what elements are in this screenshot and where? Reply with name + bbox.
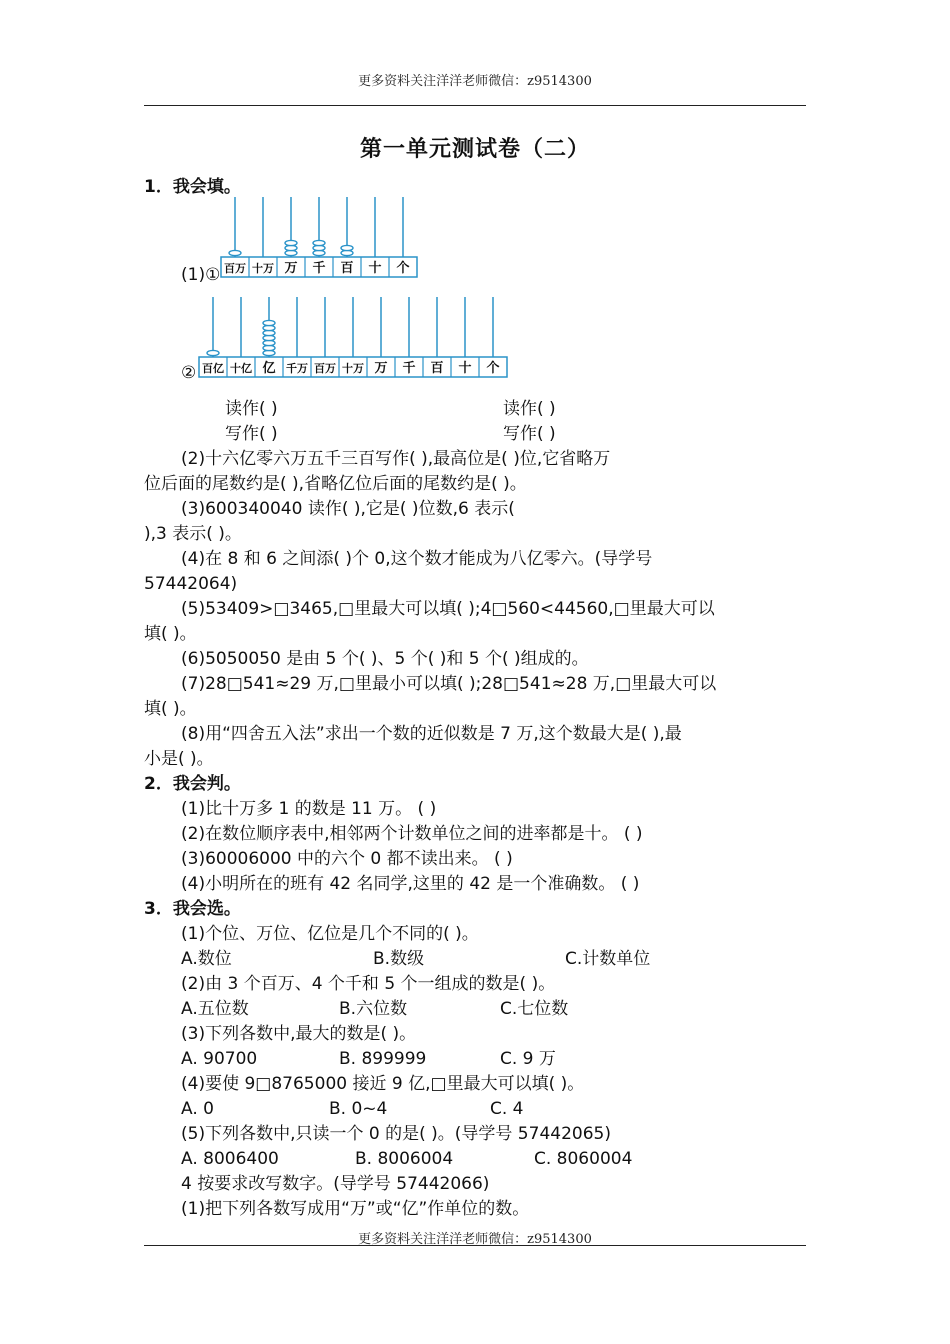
abacus-1-place-label: 百 bbox=[340, 261, 354, 276]
q3-line-a: (3)600340040 读作( ),它是( )位数,6 表示( bbox=[181, 499, 515, 519]
q1-label-2: ② bbox=[181, 363, 197, 383]
abacus-1-bead bbox=[313, 240, 325, 245]
footer-rule bbox=[144, 1245, 806, 1246]
q1-label-1: (1)① bbox=[181, 265, 221, 285]
q7-line-a: (7)28□541≈29 万,□里最小可以填( );28□541≈28 万,□里最大可以 bbox=[181, 674, 717, 694]
q8-line-b: 小是( )。 bbox=[144, 749, 214, 769]
choice-q1-opt-c: C.计数单位 bbox=[565, 949, 651, 969]
q5-line-a: (5)53409>□3465,□里最大可以填( );4□560<44560,□里最大可以 bbox=[181, 599, 715, 619]
abacus-2-place-label: 万 bbox=[374, 361, 388, 376]
abacus-2-place-label: 个 bbox=[486, 361, 500, 376]
write-blank-1: 写作( ) bbox=[225, 424, 278, 444]
header-rule bbox=[144, 105, 806, 106]
abacus-1-place-label: 个 bbox=[396, 261, 410, 276]
write-blank-2: 写作( ) bbox=[503, 424, 556, 444]
abacus-1-bead bbox=[229, 250, 241, 255]
choice-q4-opt-a: A. 0 bbox=[181, 1099, 214, 1119]
q4-line-b: 57442064) bbox=[144, 574, 238, 594]
page-footer-note: 更多资料关注洋洋老师微信：z9514300 bbox=[358, 1232, 592, 1247]
q2-line-b: 位后面的尾数约是( ),省略亿位后面的尾数约是( )。 bbox=[144, 474, 527, 494]
read-blank-2: 读作( ) bbox=[503, 399, 556, 419]
abacus-1-place-label: 十 bbox=[368, 261, 382, 276]
q6-line: (6)5050050 是由 5 个( )、5 个( )和 5 个( )组成的。 bbox=[181, 649, 589, 669]
abacus-1-place-label: 千 bbox=[312, 261, 326, 276]
rewrite-q1: (1)把下列各数写成用“万”或“亿”作单位的数。 bbox=[181, 1199, 530, 1219]
abacus-2-bead bbox=[207, 350, 219, 355]
choice-q1: (1)个位、万位、亿位是几个不同的( )。 bbox=[181, 924, 479, 944]
q3-line-b: ),3 表示( )。 bbox=[144, 524, 242, 544]
choice-q2-opt-c: C.七位数 bbox=[500, 999, 569, 1019]
choice-q5-opt-c: C. 8060004 bbox=[534, 1149, 633, 1169]
abacus-1-bead bbox=[341, 245, 353, 250]
choice-q4: (4)要使 9□8765000 接近 9 亿,□里最大可以填( )。 bbox=[181, 1074, 585, 1094]
q5-line-b: 填( )。 bbox=[144, 624, 197, 644]
abacus-1-bead bbox=[285, 240, 297, 245]
abacus-2-place-label: 百万 bbox=[314, 362, 336, 375]
section-3-heading: 3．我会选。 bbox=[144, 899, 241, 919]
abacus-2 bbox=[198, 295, 508, 380]
judge-item-1: (1)比十万多 1 的数是 11 万。 ( ) bbox=[181, 799, 437, 819]
abacus-2-place-label: 千 bbox=[402, 361, 416, 376]
choice-q3-opt-a: A. 90700 bbox=[181, 1049, 258, 1069]
section-4-heading: 4 按要求改写数字。(导学号 57442066) bbox=[181, 1174, 490, 1194]
abacus-1-place-label: 百万 bbox=[224, 262, 246, 275]
abacus-1-place-label: 十万 bbox=[252, 262, 274, 275]
choice-q1-opt-a: A.数位 bbox=[181, 949, 232, 969]
choice-q3: (3)下列各数中,最大的数是( )。 bbox=[181, 1024, 417, 1044]
abacus-1 bbox=[220, 195, 420, 280]
choice-q4-opt-b: B. 0~4 bbox=[329, 1099, 388, 1119]
choice-q3-opt-b: B. 899999 bbox=[339, 1049, 427, 1069]
abacus-2-bead bbox=[263, 320, 275, 325]
choice-q2-opt-a: A.五位数 bbox=[181, 999, 249, 1019]
abacus-1-place-label: 万 bbox=[284, 261, 298, 276]
choice-q2-opt-b: B.六位数 bbox=[339, 999, 408, 1019]
choice-q2: (2)由 3 个百万、4 个千和 5 个一组成的数是( )。 bbox=[181, 974, 556, 994]
abacus-2-place-label: 十亿 bbox=[230, 362, 252, 375]
choice-q1-opt-b: B.数级 bbox=[373, 949, 425, 969]
judge-item-4: (4)小明所在的班有 42 名同学,这里的 42 是一个准确数。 ( ) bbox=[181, 874, 640, 894]
page-title: 第一单元测试卷（二） bbox=[359, 136, 590, 162]
abacus-2-place-label: 千万 bbox=[286, 362, 308, 375]
abacus-2-place-label: 十万 bbox=[342, 362, 364, 375]
choice-q5-opt-a: A. 8006400 bbox=[181, 1149, 279, 1169]
page-header-note: 更多资料关注洋洋老师微信：z9514300 bbox=[358, 74, 592, 89]
q8-line-a: (8)用“四舍五入法”求出一个数的近似数是 7 万,这个数最大是( ),最 bbox=[181, 724, 682, 744]
q2-line-a: (2)十六亿零六万五千三百写作( ),最高位是( )位,它省略万 bbox=[181, 449, 611, 469]
abacus-2-place-label: 百亿 bbox=[202, 362, 224, 375]
choice-q5-opt-b: B. 8006004 bbox=[355, 1149, 454, 1169]
abacus-2-place-label: 百 bbox=[430, 361, 444, 376]
section-2-heading: 2．我会判。 bbox=[144, 774, 241, 794]
q4-line-a: (4)在 8 和 6 之间添( )个 0,这个数才能成为八亿零六。(导学号 bbox=[181, 549, 653, 569]
q7-line-b: 填( )。 bbox=[144, 699, 197, 719]
abacus-2-place-label: 亿 bbox=[262, 361, 276, 376]
section-1-heading: 1．我会填。 bbox=[144, 177, 241, 197]
choice-q4-opt-c: C. 4 bbox=[490, 1099, 524, 1119]
judge-item-3: (3)60006000 中的六个 0 都不读出来。 ( ) bbox=[181, 849, 513, 869]
read-blank-1: 读作( ) bbox=[225, 399, 278, 419]
abacus-2-place-label: 十 bbox=[458, 361, 472, 376]
judge-item-2: (2)在数位顺序表中,相邻两个计数单位之间的进率都是十。 ( ) bbox=[181, 824, 643, 844]
choice-q3-opt-c: C. 9 万 bbox=[500, 1049, 556, 1069]
choice-q5: (5)下列各数中,只读一个 0 的是( )。(导学号 57442065) bbox=[181, 1124, 611, 1144]
